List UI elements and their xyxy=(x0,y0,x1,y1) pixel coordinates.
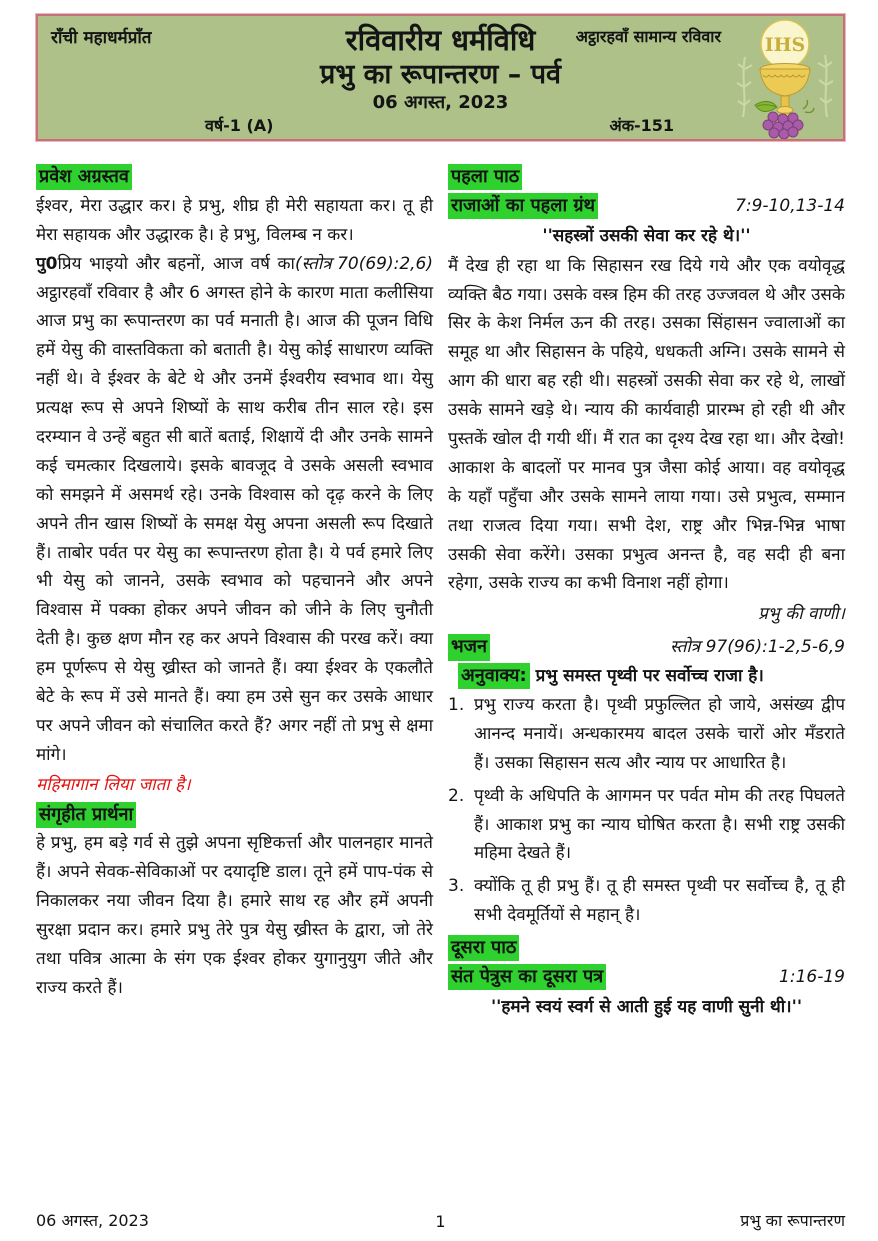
masthead xyxy=(36,14,845,141)
second-reading-book: संत पेत्रुस का दूसरा पत्र xyxy=(448,964,606,990)
host-ihs-text: IHS xyxy=(764,34,806,56)
entrance-antiphon-heading: प्रवेश अग्रस्तव xyxy=(36,164,132,190)
issue-date: 06 अगस्त, 2023 xyxy=(372,92,509,113)
entrance-antiphon-text: ईश्वर, मेरा उद्धार कर। हे प्रभु, शीघ्र ही मेरी सहायता कर। तू ही मेरा सहायक और उद्धारक है। हे प्रभु, विलम्ब न कर। xyxy=(36,195,433,245)
psalm-heading: भजन xyxy=(448,634,490,660)
gloria-rubric: महिमागान लिया जाता है। xyxy=(36,774,191,795)
masthead-meta-row xyxy=(38,114,843,136)
first-reading-text: मैं देख ही रहा था कि सिहासन रख दिये गये और एक वयोवृद्ध व्यक्ति बैठ गया। उसके वस्त्र हिम की तरह उज्जवल थे और उसके सिर के केश निर्मल ऊन की तरह। उसका सिंहासन ज्वालाओं का समूह था और सिहासन के पहिये, धधकती अग्नि। उसके सामने से आग की धारा बह रही थी। सहस्त्रों उसकी सेवा कर रहे थे, लाखों उसके सामने खड़े थे। न्याय की कार्यवाही प्रारम्भ हो रही थी और पुस्तकें खोल दी गयी थीं। मैं रात का दृश्य देख रहा था। और देखो! आकाश के बादलों पर मानव पुत्र जैसा कोई आया। वह वयोवृद्ध के यहाँ पहुँचा और उसके सामने लाया गया। उसे प्रभुत्व, सम्मान तथा राजत्व दिया गया। सभी देश, राष्ट्र और भिन्न-भिन्न भाषा उसकी सेवा करेंगे। उसका प्रभुत्व अनन्त है, वह सदी ही बना रहेगा, उसके राज्य का कभी विनाश नहीं होगा। xyxy=(448,255,845,594)
verse-number: 2. xyxy=(448,785,465,806)
verse-number: 3. xyxy=(448,876,465,897)
second-reading-book-line xyxy=(448,963,845,992)
first-reading-book: राजाओं का पहला ग्रंथ xyxy=(448,193,598,219)
psalm-verse xyxy=(448,872,845,930)
chalice-icon xyxy=(733,17,837,139)
antiphon-label: अनुवाक्य: xyxy=(458,663,530,689)
page-title: रविवारीय धर्मविधि xyxy=(345,23,536,57)
two-column-body xyxy=(36,163,845,1201)
masthead-titles xyxy=(38,16,843,115)
second-reading-quote: ''हमने स्वयं स्वर्ग से आती हुई यह वाणी सुनी थी।'' xyxy=(490,996,803,1017)
priest-abbreviation: पु0 xyxy=(36,253,58,274)
collect-prayer-heading: संगृहीत प्रार्थना xyxy=(36,802,136,828)
footer-date: 06 अगस्त, 2023 xyxy=(36,1211,149,1230)
ordinary-sunday-label: अट्ठारहवाँ सामान्य रविवार xyxy=(575,27,721,46)
word-of-the-lord: प्रभु की वाणी। xyxy=(758,604,845,625)
verse-number: 1. xyxy=(448,695,465,716)
feast-title: प्रभु का रूपान्तरण – पर्व xyxy=(319,59,562,91)
year-label: वर्ष-1 (A) xyxy=(205,116,274,135)
footer-page-number: 1 xyxy=(435,1212,446,1231)
issue-label: अंक-151 xyxy=(609,116,675,135)
right-column xyxy=(448,163,845,1201)
first-reading-book-line xyxy=(448,192,845,221)
page-footer xyxy=(36,1201,845,1231)
first-reading-heading: पहला पाठ xyxy=(448,164,522,190)
left-column xyxy=(36,163,433,1201)
footer-feast-title: प्रभु का रूपान्तरण xyxy=(740,1211,846,1230)
antiphon-text: प्रभु समस्त पृथ्वी पर सर्वोच्च राजा है। xyxy=(529,666,764,687)
collect-prayer-text: हे प्रभु, हम बड़े गर्व से तुझे अपना सृष्टिकर्त्ता और पालनहार मानते हैं। अपने सेवक-सेविकाओं पर दयादृष्टि डाल। तूने हमें पाप-पंक से निकालकर नया जीवन दिया है। हमारे साथ रह और हमें अपनी सुरक्षा प्रदान कर। हमारे प्रभु तेरे पुत्र येसु ख्रीस्त के द्वारा, जो तेरे तथा पवित्र आत्मा के संग एक ईश्वर होकर युगानुयुग जीते और राज्य करते हैं। xyxy=(36,833,433,998)
priest-introduction-paragraph xyxy=(36,250,433,770)
second-reading-reference: 1:16-19 xyxy=(779,967,845,988)
psalm-reference: स्तोत्र 97(96):1-2,5-6,9 xyxy=(670,637,845,658)
entrance-antiphon-reference: (स्तोत्र 70(69):2,6) xyxy=(294,253,433,274)
psalm-antiphon-line xyxy=(448,662,845,691)
verse-text: पृथ्वी के अधिपति के आगमन पर पर्वत मोम की तरह पिघलते हैं। आकाश प्रभु का न्याय घोषित करता है। सभी राष्ट्र उसकी महिमा देखते हैं। xyxy=(474,785,845,864)
first-reading-reference: 7:9-10,13-14 xyxy=(735,195,845,216)
second-reading-heading: दूसरा पाठ xyxy=(448,935,519,961)
verse-text: क्योंकि तू ही प्रभु हैं। तू ही समस्त पृथ्वी पर सर्वोच्च है, तू ही सभी देवमूर्तियों से महान् है। xyxy=(474,876,845,926)
diocese-label: राँची महाधर्मप्राँत xyxy=(51,28,152,48)
verse-text: प्रभु राज्य करता है। पृथ्वी प्रफुल्लित हो जाये, असंख्य द्वीप आनन्द मनायें। अन्धकारमय बादल उसके चारों ओर मँडराते हैं। उसका सिहासन सत्य और न्याय पर आधारित है। xyxy=(474,695,845,773)
first-reading-quote: ''सहस्त्रों उसकी सेवा कर रहे थे।'' xyxy=(542,225,751,246)
priest-introduction-text: प्रिय भाइयो और बहनों, आज वर्ष का अट्ठारहवाँ रविवार है और 6 अगस्त होने के कारण माता कलीसिया आज प्रभु का रूपान्तरण का पर्व मनाती है। आज की पूजन विधि हमें येसु की वास्तविकता को बताती है। येसु कोई साधारण व्यक्ति नहीं थे। वे ईश्वर के बेटे थे और उनमें ईश्वरीय स्वभाव था। येसु प्रत्यक्ष रूप से अपने शिष्यों के साथ करीब तीन साल रहे। इस दरम्यान वे उन्हें बहुत सी बातें बताई, शिक्षायें दी और उनके सामने कई चमत्कार दिखलाये। इसके बावजूद वे उसके असली स्वभाव को समझने में असमर्थ रहे। उनके विश्वास को दृढ़ करने के लिए अपने तीन खास शिष्यों के समक्ष येसु अपना असली रूप दिखाते हैं। ताबोर पर्वत पर येसु का रूपान्तरण होता है। ये पर्व हमारे लिए भी येसु को जानने, उसके स्वभाव को पहचानने और अपने विश्वास में पक्का होकर अपने जीवन को जीने के लिए चुनौती देती है। कुछ क्षण मौन रह कर अपने विश्वास की परख करें। क्या हम पूर्णरूप से येसु ख्रीस्त को जानते हैं। क्या ईश्वर के एकलौते बेटे के रूप में उसे मानते हैं। क्या हम उसे सुन कर उसके आधार पर अपने जीवन को संचालित करते हैं? अगर नहीं तो प्रभु से क्षमा मांगे। xyxy=(36,253,433,765)
psalm-heading-line xyxy=(448,633,845,662)
psalm-verse xyxy=(448,691,845,778)
psalm-verse xyxy=(448,782,845,869)
